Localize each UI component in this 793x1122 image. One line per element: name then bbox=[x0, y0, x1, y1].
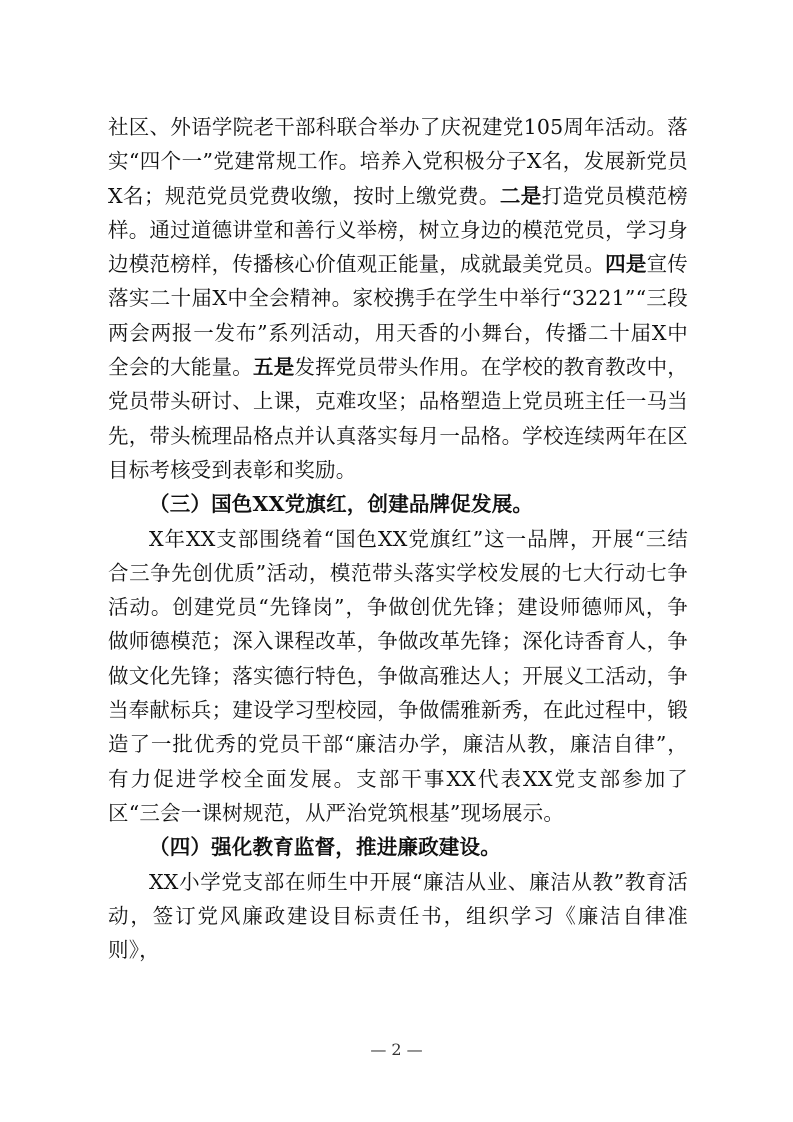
bold-run: 五是 bbox=[253, 355, 295, 380]
page-number: — 2 — bbox=[370, 1040, 423, 1059]
paragraph-1 bbox=[108, 110, 688, 487]
heading-text: （三）国色XX党旗红，创建品牌促发展。 bbox=[149, 492, 534, 517]
bold-run: 二是 bbox=[499, 183, 542, 208]
bold-run: 四是 bbox=[605, 252, 647, 277]
section-heading-4 bbox=[108, 830, 688, 864]
text-run: 社区、外语学院老干部科联合举办了庆祝建党105周年活动。落实“四个一”党建常规工作。培养入党积极分子X名，发展新党员X名；规范党员党费收缴，按时上缴党费。 bbox=[108, 115, 688, 208]
text-run: 宣传落实二十届X中全会精神。家校携手在学生中举行“3221”“三段两会两报一发布”系列活动，用天香的小舞台，传播二十届X中全会的大能量。 bbox=[108, 252, 688, 380]
paragraph-3 bbox=[108, 865, 688, 968]
text-run: 发挥党员带头作用。在学校的教育教改中，党员带头研讨、上课，克难攻坚；品格塑造上党员班主任一马当先，带头梳理品格点并认真落实每月一品格。学校连续两年在区目标考核受到表彰和奖励。 bbox=[108, 355, 688, 482]
text-run: XX小学党支部在师生中开展“廉洁从业、廉洁从教”教育活动，签订党风廉政建设目标责任书，组织学习《廉洁自律准则》， bbox=[108, 869, 688, 963]
document-body bbox=[108, 110, 688, 967]
heading-text: （四）强化教育监督，推进廉政建设。 bbox=[149, 835, 501, 860]
section-heading-3 bbox=[108, 487, 688, 521]
text-run: 打造党员模范榜样。通过道德讲堂和善行义举榜，树立身边的模范党员，学习身边模范榜样，传播核心价值观正能量，成就最美党员。 bbox=[108, 183, 688, 277]
paragraph-2 bbox=[108, 522, 688, 831]
text-run: X年XX支部围绕着“国色XX党旗红”这一品牌，开展“三结合三争先创优质”活动，模范带头落实学校发展的七大行动七争活动。创建党员“先锋岗”，争做创优先锋；建设师德师风，争做师德模范；深入课程改革，争做改革先锋；深化诗香育人，争做文化先锋；落实德行特色，争做高雅达人；开展义工活动，争当奉献标兵；建设学习型校园，争做儒雅新秀，在此过程中，锻造了一批优秀的党员干部“廉洁办学，廉洁从教，廉洁自律”，有力促进学校全面发展。支部干事XX代表XX党支部参加了区“三会一课树规范，从严治党筑根基”现场展示。 bbox=[108, 526, 688, 825]
